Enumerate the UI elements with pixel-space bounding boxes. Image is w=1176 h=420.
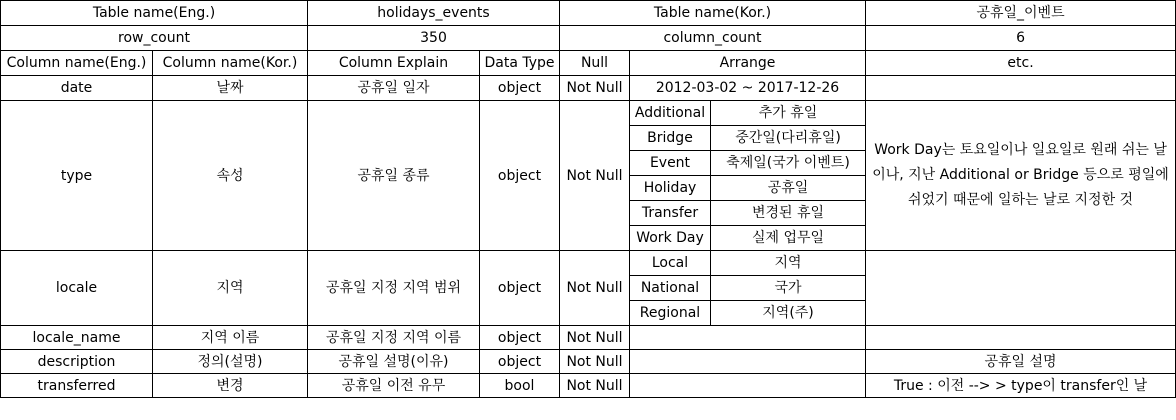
cell-kor: 변경 <box>153 374 308 398</box>
cell-etc: Work Day는 토요일이나 일요일로 원래 쉬는 날이나, 지난 Additional or Bridge 등으로 평일에 쉬었기 때문에 일하는 날로 지정한 것 <box>866 101 1176 251</box>
header-explain: Column Explain <box>308 51 480 76</box>
cell-etc <box>866 251 1176 326</box>
arrange-value: 축제일(국가 이벤트) <box>711 151 866 176</box>
cell-explain: 공휴일 지정 지역 이름 <box>308 326 480 350</box>
cell-eng: transferred <box>1 374 153 398</box>
cell-etc: 공휴일 설명 <box>866 350 1176 374</box>
arrange-key: Transfer <box>630 201 711 226</box>
table-row-date <box>1 76 1176 101</box>
arrange-value: 변경된 휴일 <box>711 201 866 226</box>
cell-eng: locale_name <box>1 326 153 350</box>
cell-arrange <box>630 350 866 374</box>
cell-eng: description <box>1 350 153 374</box>
arrange-value: 지역(주) <box>711 301 866 326</box>
header-etc: etc. <box>866 51 1176 76</box>
header-col-kor: Column name(Kor.) <box>153 51 308 76</box>
arrange-value: 실제 업무일 <box>711 226 866 251</box>
cell-null: Not Null <box>560 374 630 398</box>
row-count-value: 350 <box>308 26 560 51</box>
table-name-kor-value: 공휴일_이벤트 <box>866 1 1176 26</box>
cell-arrange: 2012-03-02 ~ 2017-12-26 <box>630 76 866 101</box>
cell-null: Not Null <box>560 101 630 251</box>
cell-etc <box>866 326 1176 350</box>
cell-kor: 날짜 <box>153 76 308 101</box>
table-name-eng-value: holidays_events <box>308 1 560 26</box>
arrange-key: Holiday <box>630 176 711 201</box>
cell-arrange <box>630 374 866 398</box>
arrange-value: 지역 <box>711 251 866 276</box>
cell-eng: date <box>1 76 153 101</box>
arrange-key: Local <box>630 251 711 276</box>
arrange-key: Bridge <box>630 126 711 151</box>
table-name-kor-label: Table name(Kor.) <box>560 1 866 26</box>
cell-explain: 공휴일 지정 지역 범위 <box>308 251 480 326</box>
arrange-key: National <box>630 276 711 301</box>
table-row-description <box>1 350 1176 374</box>
cell-eng: locale <box>1 251 153 326</box>
table-row-transferred <box>1 374 1176 398</box>
column-count-value: 6 <box>866 26 1176 51</box>
arrange-value: 중간일(다리휴일) <box>711 126 866 151</box>
cell-etc: True : 이전 --> > type이 transfer인 날 <box>866 374 1176 398</box>
cell-explain: 공휴일 이전 유무 <box>308 374 480 398</box>
cell-explain: 공휴일 일자 <box>308 76 480 101</box>
cell-kor: 정의(설명) <box>153 350 308 374</box>
cell-explain: 공휴일 설명(이유) <box>308 350 480 374</box>
arrange-key: Work Day <box>630 226 711 251</box>
cell-eng: type <box>1 101 153 251</box>
table-row-locale <box>1 251 1176 276</box>
header-dtype: Data Type <box>480 51 560 76</box>
cell-dtype: object <box>480 76 560 101</box>
cell-null: Not Null <box>560 76 630 101</box>
arrange-key: Event <box>630 151 711 176</box>
cell-kor: 지역 <box>153 251 308 326</box>
cell-dtype: bool <box>480 374 560 398</box>
cell-null: Not Null <box>560 350 630 374</box>
cell-explain: 공휴일 종류 <box>308 101 480 251</box>
cell-null: Not Null <box>560 326 630 350</box>
cell-etc <box>866 76 1176 101</box>
header-col-eng: Column name(Eng.) <box>1 51 153 76</box>
header-arrange: Arrange <box>630 51 866 76</box>
arrange-value: 국가 <box>711 276 866 301</box>
header-null: Null <box>560 51 630 76</box>
arrange-key: Regional <box>630 301 711 326</box>
cell-dtype: object <box>480 101 560 251</box>
cell-null: Not Null <box>560 251 630 326</box>
cell-arrange <box>630 326 866 350</box>
arrange-key: Additional <box>630 101 711 126</box>
arrange-value: 추가 휴일 <box>711 101 866 126</box>
table-name-eng-label: Table name(Eng.) <box>1 1 308 26</box>
cell-kor: 지역 이름 <box>153 326 308 350</box>
arrange-value: 공휴일 <box>711 176 866 201</box>
cell-dtype: object <box>480 326 560 350</box>
table-row-locale-name <box>1 326 1176 350</box>
table-row-type <box>1 101 1176 126</box>
meta-row-counts <box>1 26 1176 51</box>
meta-row-table-name <box>1 1 1176 26</box>
row-count-label: row_count <box>1 26 308 51</box>
cell-kor: 속성 <box>153 101 308 251</box>
header-row <box>1 51 1176 76</box>
cell-dtype: object <box>480 350 560 374</box>
column-count-label: column_count <box>560 26 866 51</box>
cell-dtype: object <box>480 251 560 326</box>
